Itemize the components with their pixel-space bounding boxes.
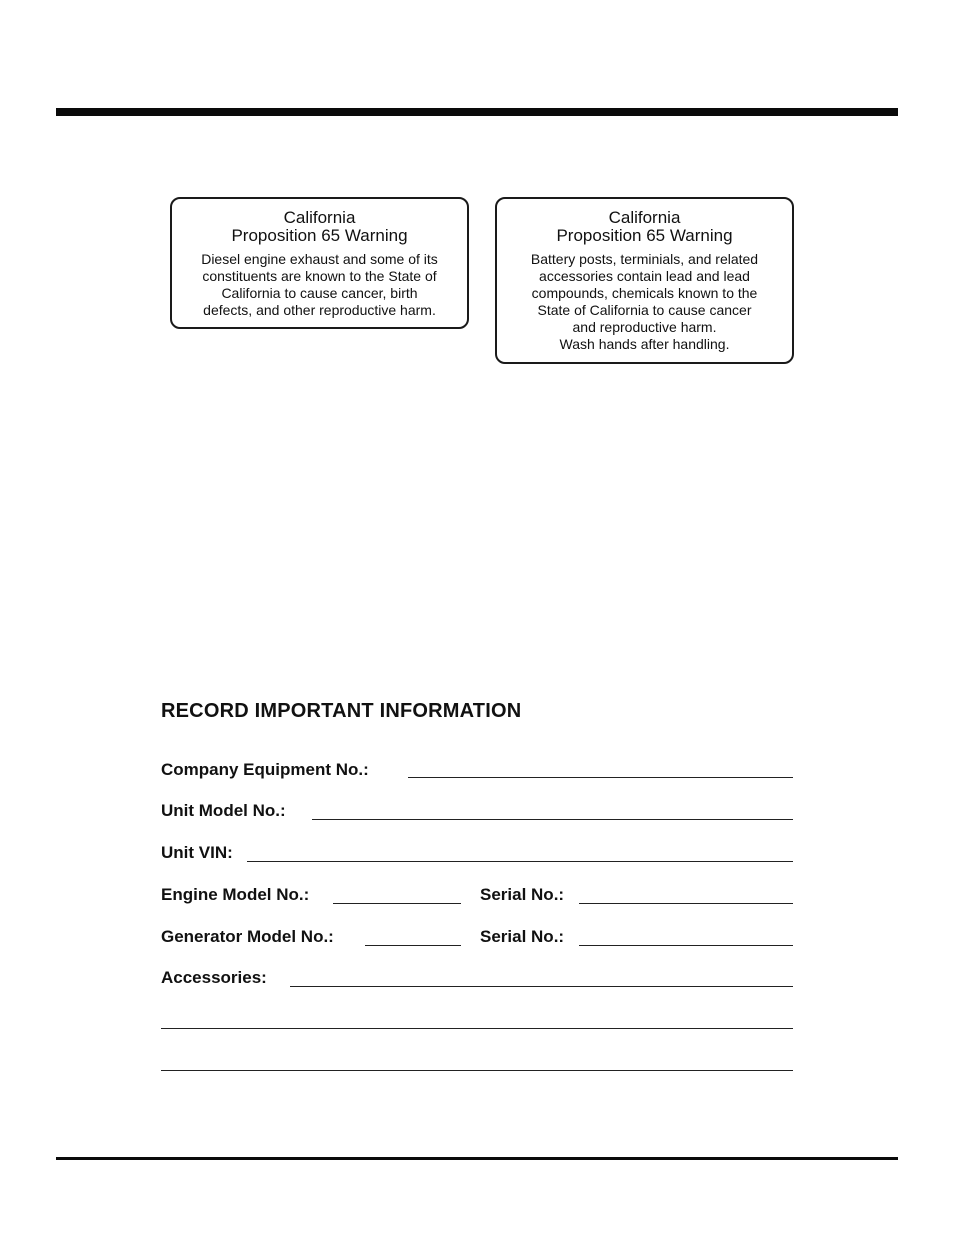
warning-text-line: defects, and other reproductive harm. bbox=[203, 302, 436, 318]
accessories-extra-line-2[interactable] bbox=[161, 1070, 793, 1071]
warning-text-line: Wash hands after handling. bbox=[559, 336, 730, 352]
generator-model-label: Generator Model No.: bbox=[161, 927, 334, 946]
prop65-warning-label-engine bbox=[170, 197, 469, 329]
warning-title-line1: California bbox=[283, 208, 356, 227]
warning-text-line: compounds, chemicals known to the bbox=[531, 285, 758, 301]
warning-text-line: California to cause cancer, birth bbox=[221, 285, 418, 301]
bottom-rule bbox=[56, 1157, 898, 1160]
company-equipment-row bbox=[161, 760, 793, 784]
engine-model-label: Engine Model No.: bbox=[161, 885, 310, 904]
warning-text-line: State of California to cause cancer bbox=[537, 302, 752, 318]
accessories-row bbox=[161, 968, 793, 992]
top-rule bbox=[56, 108, 898, 116]
warning-text-line: and reproductive harm. bbox=[572, 319, 717, 335]
warning-text-line: Battery posts, terminials, and related bbox=[530, 251, 759, 267]
unit-vin-row bbox=[161, 843, 793, 867]
engine-serial-field[interactable] bbox=[579, 903, 793, 904]
unit-vin-label: Unit VIN: bbox=[161, 843, 233, 862]
warning-title-line1: California bbox=[608, 208, 681, 227]
form-title: RECORD IMPORTANT INFORMATION bbox=[161, 700, 522, 722]
generator-serial-label: Serial No.: bbox=[480, 927, 565, 946]
warning-text-line: accessories contain lead and lead bbox=[539, 268, 750, 284]
unit-model-label: Unit Model No.: bbox=[161, 801, 286, 820]
prop65-warning-label-battery bbox=[495, 197, 794, 364]
unit-model-row bbox=[161, 801, 793, 825]
accessories-field[interactable] bbox=[290, 986, 793, 987]
warning-text-line: constituents are known to the State of bbox=[202, 268, 437, 284]
engine-serial-label: Serial No.: bbox=[480, 885, 565, 904]
company-equipment-label: Company Equipment No.: bbox=[161, 760, 369, 779]
generator-serial-field[interactable] bbox=[579, 945, 793, 946]
unit-model-field[interactable] bbox=[312, 819, 793, 820]
engine-model-row bbox=[161, 885, 793, 909]
company-equipment-field[interactable] bbox=[408, 777, 793, 778]
accessories-label: Accessories: bbox=[161, 968, 267, 987]
accessories-extra-line-1[interactable] bbox=[161, 1028, 793, 1029]
unit-vin-field[interactable] bbox=[247, 861, 793, 862]
warning-text-line: Diesel engine exhaust and some of its bbox=[201, 251, 438, 267]
warning-title-line2: Proposition 65 Warning bbox=[231, 226, 408, 245]
engine-model-field[interactable] bbox=[333, 903, 461, 904]
warning-title-line2: Proposition 65 Warning bbox=[556, 226, 733, 245]
generator-model-row bbox=[161, 927, 793, 951]
generator-model-field[interactable] bbox=[365, 945, 461, 946]
